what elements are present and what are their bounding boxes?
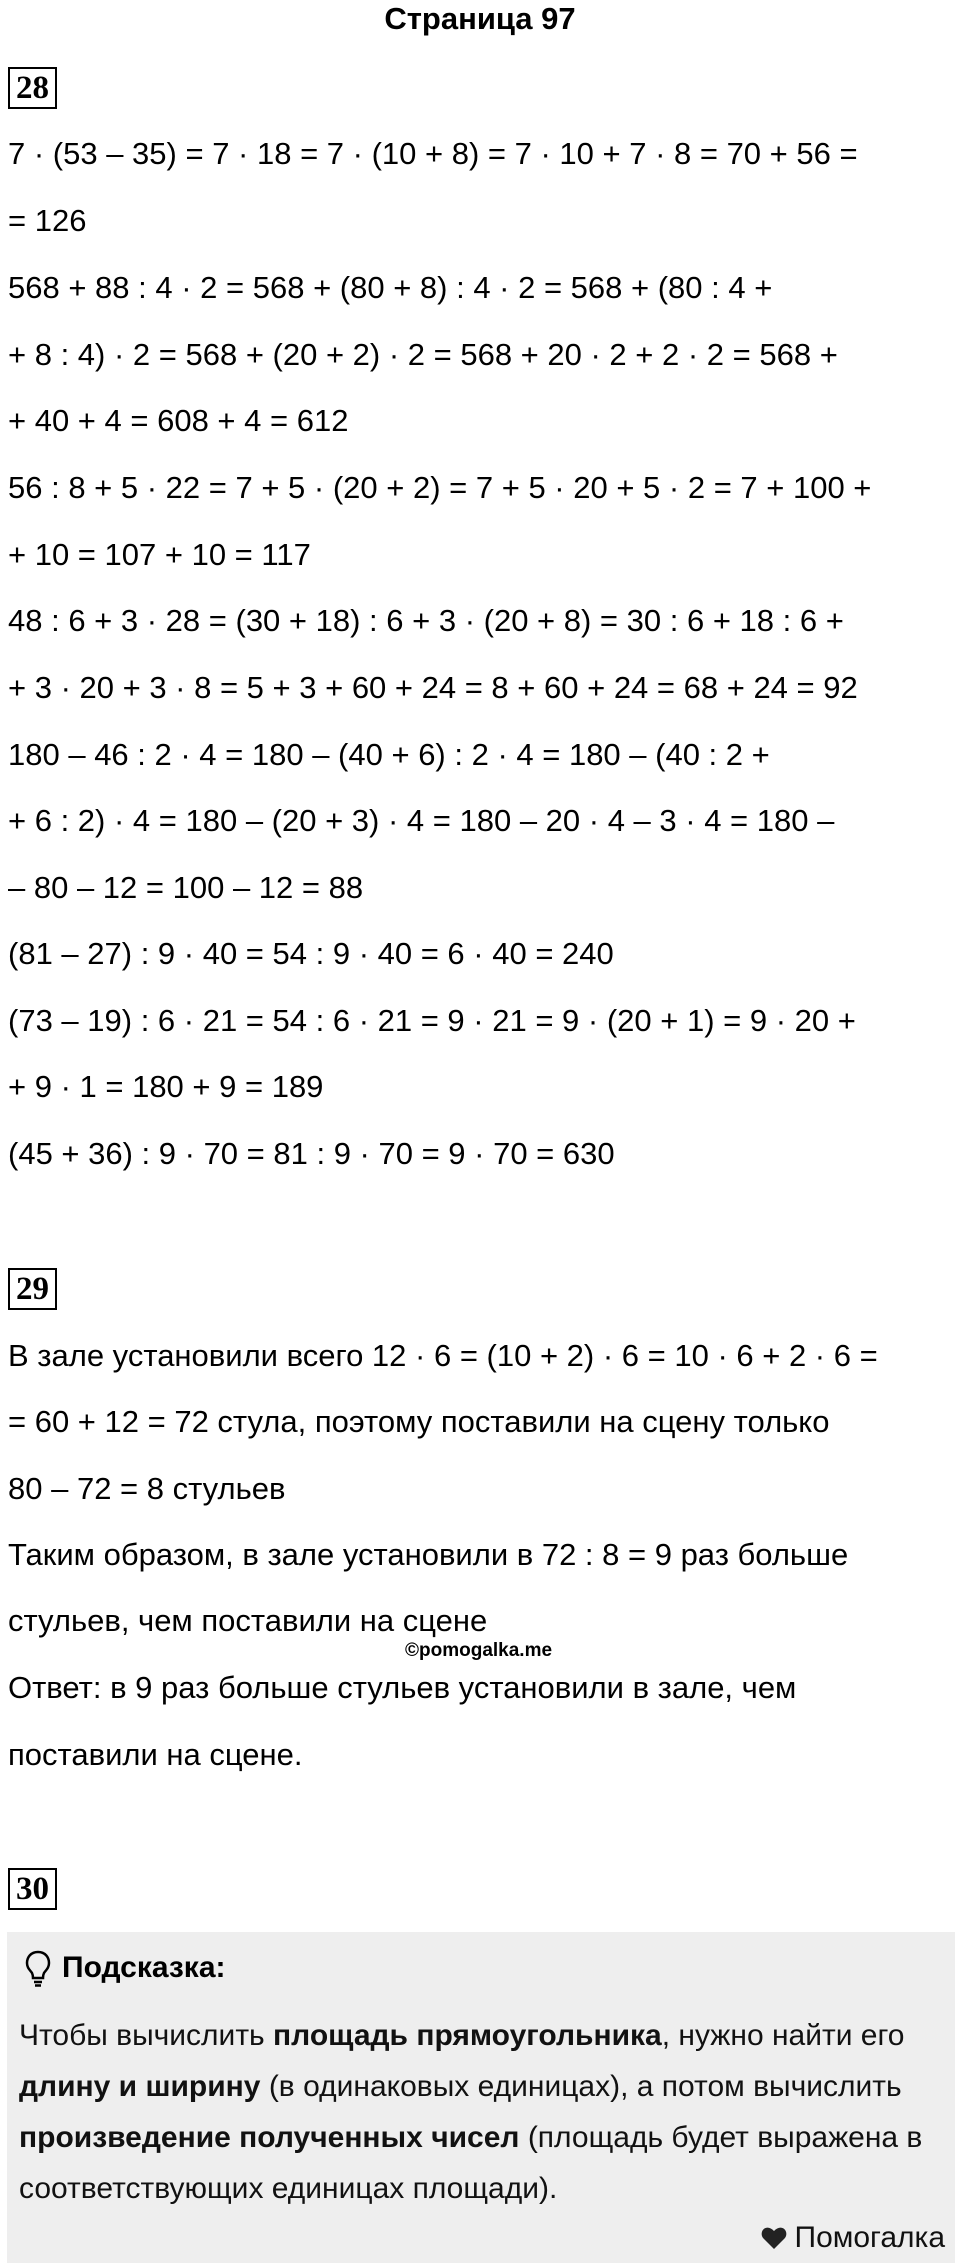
- solution-line: + 10 = 107 + 10 = 117: [8, 537, 311, 572]
- solution-line: + 9 · 1 = 180 + 9 = 189: [8, 1069, 324, 1104]
- hint-text-part: (в одинаковых единицах), а потом вычислить: [260, 2070, 902, 2103]
- solution-line: 7 · (53 – 35) = 7 · 18 = 7 · (10 + 8) = 7 · 10 + 7 · 8 = 70 + 56 =: [8, 136, 858, 171]
- hint-text-part: (площадь будет выражена в соответствующих единицах площади).: [19, 2121, 923, 2205]
- task-28-number: 28: [8, 67, 57, 109]
- hint-box: [7, 1932, 955, 2263]
- solution-line: + 40 + 4 = 608 + 4 = 612: [8, 403, 349, 438]
- hint-emphasis: площадь прямоугольника: [273, 2019, 662, 2052]
- solution-line: 80 – 72 = 8 стульев: [8, 1471, 286, 1506]
- lightbulb-icon: [24, 1949, 52, 1987]
- solution-line: В зале установили всего 12 · 6 = (10 + 2) · 6 = 10 · 6 + 2 · 6 =: [8, 1338, 878, 1373]
- brand: [761, 2221, 946, 2255]
- solution-line: стульев, чем поставили на сцене: [8, 1603, 488, 1638]
- heart-icon: [761, 2226, 787, 2250]
- solution-line: 48 : 6 + 3 · 28 = (30 + 18) : 6 + 3 · (20 + 8) = 30 : 6 + 18 : 6 +: [8, 603, 844, 638]
- solution-line: 180 – 46 : 2 · 4 = 180 – (40 + 6) : 2 · 4 = 180 – (40 : 2 +: [8, 737, 770, 772]
- solution-line: (81 – 27) : 9 · 40 = 54 : 9 · 40 = 6 · 40 = 240: [8, 936, 614, 971]
- brand-name: Помогалка: [794, 2221, 945, 2254]
- hint-header: [24, 1948, 226, 1988]
- hint-text: [19, 2010, 944, 2214]
- hint-emphasis: произведение полученных чисел: [19, 2121, 520, 2154]
- hint-text-part: Чтобы вычислить: [19, 2019, 274, 2052]
- hint-text-part: , нужно найти его: [661, 2019, 905, 2052]
- solution-line: 56 : 8 + 5 · 22 = 7 + 5 · (20 + 2) = 7 + 5 · 20 + 5 · 2 = 7 + 100 +: [8, 470, 872, 505]
- answer-line: поставили на сцене.: [8, 1737, 303, 1772]
- solution-line: + 8 : 4) · 2 = 568 + (20 + 2) · 2 = 568 + 20 · 2 + 2 · 2 = 568 +: [8, 337, 838, 372]
- solution-line: Таким образом, в зале установили в 72 : 8 = 9 раз больше: [8, 1537, 849, 1572]
- hint-emphasis: длину и ширину: [19, 2070, 261, 2103]
- solution-line: 568 + 88 : 4 · 2 = 568 + (80 + 8) : 4 · 2 = 568 + (80 : 4 +: [8, 270, 773, 305]
- solution-line: + 6 : 2) · 4 = 180 – (20 + 3) · 4 = 180 – 20 · 4 – 3 · 4 = 180 –: [8, 803, 835, 838]
- solution-line: = 126: [8, 203, 87, 238]
- solution-line: (73 – 19) : 6 · 21 = 54 : 6 · 21 = 9 · 21 = 9 · (20 + 1) = 9 · 20 +: [8, 1003, 856, 1038]
- solution-line: = 60 + 12 = 72 стула, поэтому поставили на сцену только: [8, 1404, 830, 1439]
- task-29-number: 29: [8, 1268, 57, 1310]
- task-30-number: 30: [8, 1868, 57, 1910]
- solution-line: (45 + 36) : 9 · 70 = 81 : 9 · 70 = 9 · 70 = 630: [8, 1136, 615, 1171]
- hint-title: Подсказка:: [62, 1951, 226, 1984]
- solution-line: – 80 – 12 = 100 – 12 = 88: [8, 870, 364, 905]
- solution-line: + 3 · 20 + 3 · 8 = 5 + 3 + 60 + 24 = 8 + 60 + 24 = 68 + 24 = 92: [8, 670, 858, 705]
- page-title: Страница 97: [384, 1, 576, 36]
- watermark: ©pomogalka.me: [405, 1640, 553, 1661]
- answer-line: Ответ: в 9 раз больше стульев установили в зале, чем: [8, 1670, 797, 1705]
